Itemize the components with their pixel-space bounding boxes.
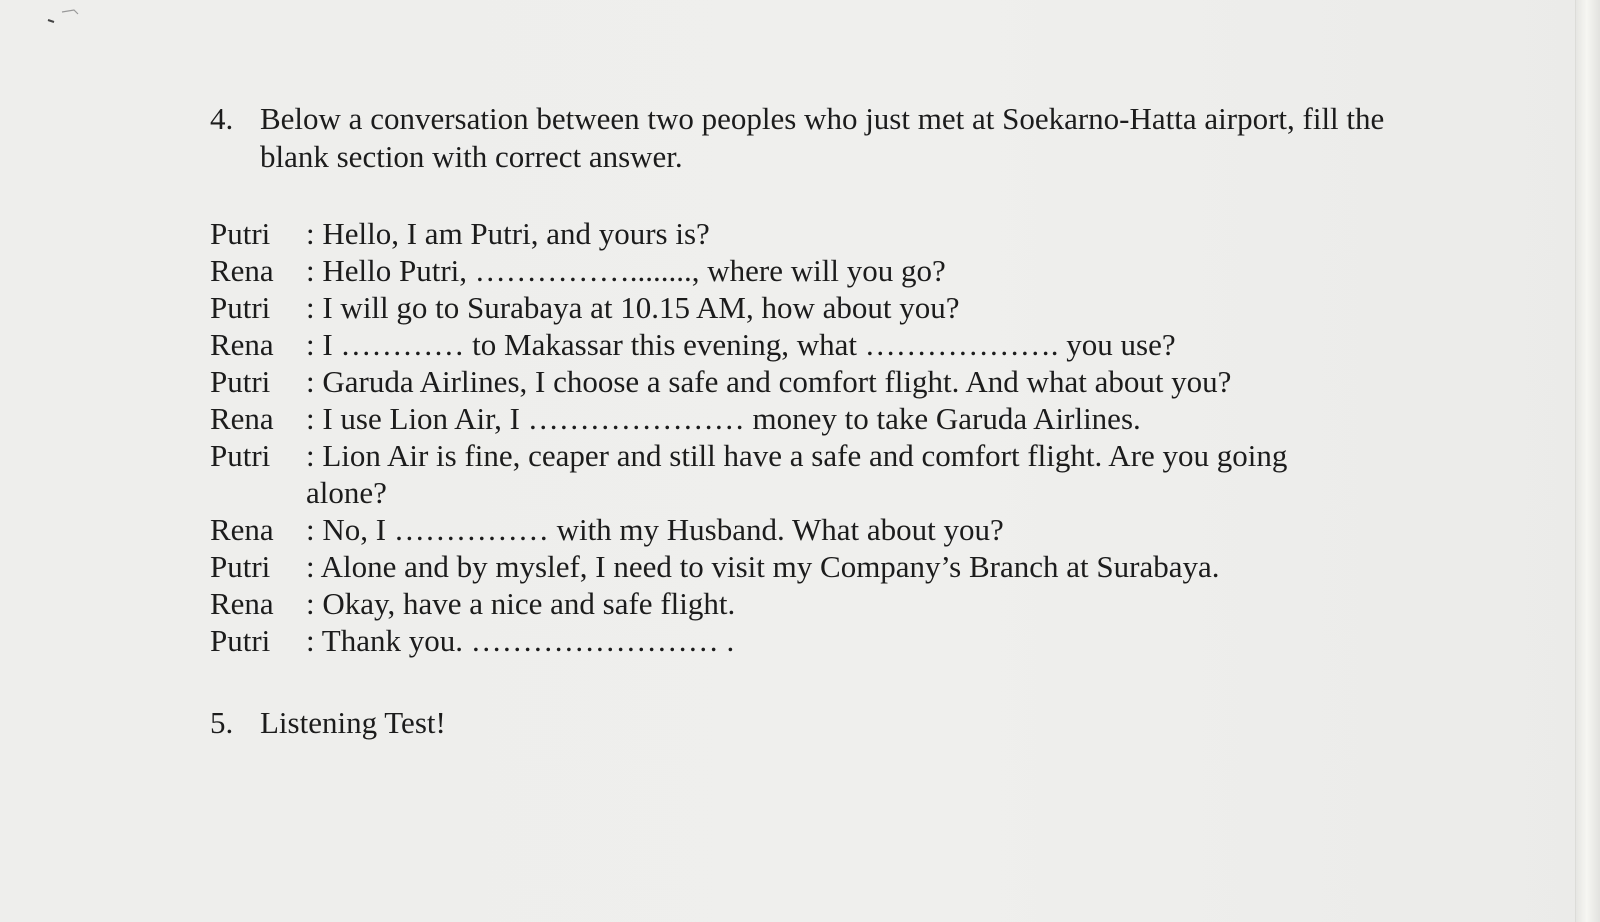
page-edge-shadow bbox=[1575, 0, 1600, 922]
utterance: : Okay, have a nice and safe flight. bbox=[306, 586, 736, 621]
speaker-name: Putri bbox=[210, 216, 271, 251]
utterance: : Lion Air is fine, ceaper and still have a safe and comfort flight. Are you going alone? bbox=[306, 438, 1288, 510]
utterance: : Alone and by myslef, I need to visit my Company’s Branch at Surabaya. bbox=[306, 549, 1220, 584]
utterance: : I use Lion Air, I ………………… money to take Garuda Airlines. bbox=[306, 401, 1141, 436]
question-number: 5. bbox=[210, 705, 234, 740]
dialogue-line bbox=[210, 548, 1360, 585]
utterance: : Garuda Airlines, I choose a safe and comfort flight. And what about you? bbox=[306, 364, 1232, 399]
dialogue-line bbox=[210, 215, 1360, 252]
dialogue-line bbox=[210, 437, 1360, 511]
speaker-name: Putri bbox=[210, 364, 271, 399]
scan-artifact-mark bbox=[46, 6, 82, 26]
dialogue-line bbox=[210, 289, 1360, 326]
dialogue-line bbox=[210, 585, 1360, 622]
dialogue-line bbox=[210, 400, 1360, 437]
dialogue-line bbox=[210, 252, 1360, 289]
dialogue bbox=[210, 215, 1360, 659]
speaker-name: Putri bbox=[210, 438, 271, 473]
utterance: : Thank you. …………………… . bbox=[306, 623, 735, 658]
dialogue-line bbox=[210, 363, 1360, 400]
speaker-name: Rena bbox=[210, 253, 274, 288]
speaker-name: Putri bbox=[210, 549, 271, 584]
utterance: : Hello Putri, ……………........, where will you go? bbox=[306, 253, 946, 288]
question-text: Below a conversation between two peoples who just met at Soekarno-Hatta airport, fill the blank section with correct answer. bbox=[260, 101, 1385, 174]
dialogue-line bbox=[210, 622, 1360, 659]
dialogue-line bbox=[210, 511, 1360, 548]
speaker-name: Rena bbox=[210, 327, 274, 362]
question-text: Listening Test! bbox=[260, 705, 446, 740]
speaker-name: Rena bbox=[210, 586, 274, 621]
speaker-name: Rena bbox=[210, 512, 274, 547]
utterance: : I will go to Surabaya at 10.15 AM, how about you? bbox=[306, 290, 960, 325]
speaker-name: Rena bbox=[210, 401, 274, 436]
dialogue-line bbox=[210, 326, 1360, 363]
speaker-name: Putri bbox=[210, 623, 271, 658]
utterance: : I ………… to Makassar this evening, what ………………. you use? bbox=[306, 327, 1176, 362]
question-number: 4. bbox=[210, 101, 234, 136]
utterance: : No, I …………… with my Husband. What about you? bbox=[306, 512, 1004, 547]
speaker-name: Putri bbox=[210, 290, 271, 325]
utterance: : Hello, I am Putri, and yours is? bbox=[306, 216, 710, 251]
